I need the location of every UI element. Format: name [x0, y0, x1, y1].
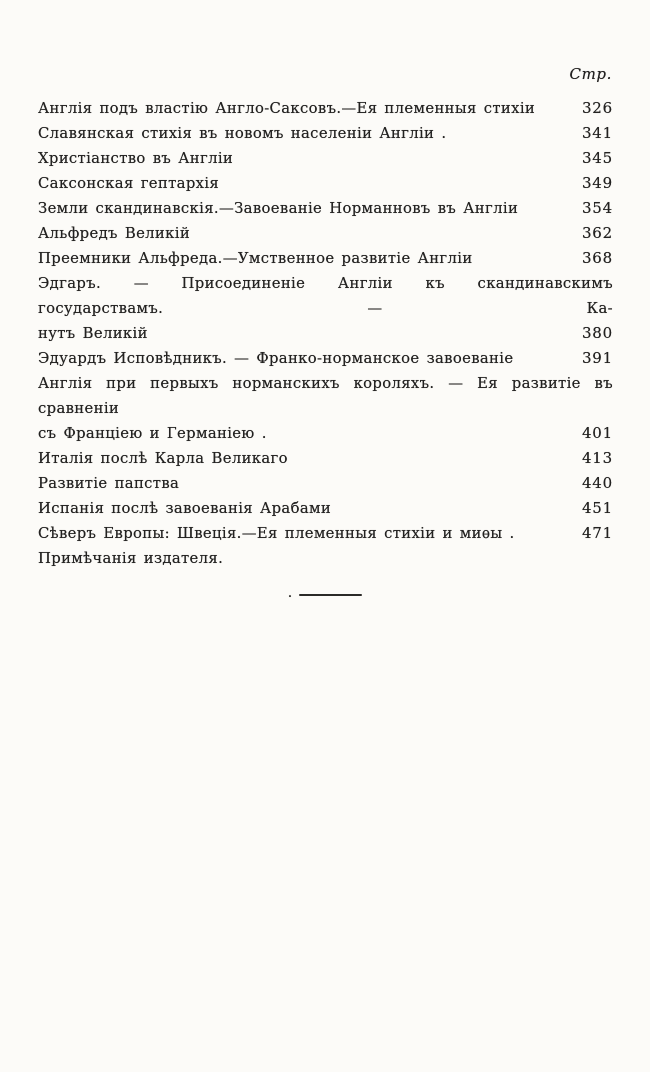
- toc-entry-title: Развитіе папства: [38, 475, 180, 492]
- toc-entry: [38, 471, 613, 496]
- toc-page-number: 413: [581, 449, 613, 467]
- toc-page-number: 368: [581, 249, 613, 267]
- toc-entry-lastline: [38, 221, 613, 246]
- toc-entry-title: Преемники Альфреда.—Умственное развитіе Англіи: [38, 250, 473, 267]
- toc-entry-title: Эдуардъ Исповѣдникъ. — Франко-норманское завоеваніе: [38, 350, 514, 367]
- toc-entry: [38, 246, 613, 271]
- toc-entry-title: Славянская стихія въ новомъ населеніи Англіи .: [38, 125, 447, 142]
- toc-entry: [38, 196, 613, 221]
- toc-page-number: 345: [581, 149, 613, 167]
- toc-content: [38, 62, 613, 571]
- toc-entry-lastline: [38, 121, 613, 146]
- toc-entry: [38, 521, 613, 546]
- toc-entry: [38, 546, 613, 571]
- toc-entry-title: Испанія послѣ завоеванія Арабами: [38, 500, 332, 517]
- toc-entry: [38, 96, 613, 121]
- toc-entry-line: Эдгаръ. — Присоединеніе Англіи къ скандинавскимъ государствамъ. — Ка-: [38, 275, 613, 317]
- toc-page-number: 362: [581, 224, 613, 242]
- page-column-header: Стр.: [569, 65, 612, 83]
- toc-entry-lastline: [38, 521, 613, 546]
- toc-entry: [38, 221, 613, 246]
- toc-entry-lastline: [38, 321, 613, 346]
- toc-entry-lastline: [38, 246, 613, 271]
- toc-page-number: 341: [581, 124, 613, 142]
- toc-entry-lastline: [38, 346, 613, 371]
- toc-entry-title: Примѣчанія издателя.: [38, 550, 224, 567]
- toc-entry-lastline: [38, 196, 613, 221]
- toc-page-number: 326: [581, 99, 613, 117]
- toc-entry: [38, 346, 613, 371]
- toc-entry-title: Саксонская гептархія: [38, 175, 220, 192]
- toc-page-number: 451: [581, 499, 613, 517]
- toc-page-number: 349: [581, 174, 613, 192]
- toc-entry-title: Христіанство въ Англіи: [38, 150, 234, 167]
- toc-entry-lastline: [38, 96, 613, 121]
- toc-entry: [38, 121, 613, 146]
- toc-entry: [38, 171, 613, 196]
- toc-entry-title: Италія послѣ Карла Великаго: [38, 450, 288, 467]
- toc-entry-lastline: [38, 496, 613, 521]
- toc-page-number: 380: [581, 324, 613, 342]
- toc-page-number: 440: [581, 474, 613, 492]
- toc-entry: [38, 496, 613, 521]
- toc-entry-title: Англія подъ властію Англо-Саксовъ.—Ея племенныя стихіи: [38, 100, 536, 117]
- toc-entry-lastline: [38, 446, 613, 471]
- toc-page-number: 471: [581, 524, 613, 542]
- toc-entry-title: Альфредъ Великій: [38, 225, 191, 242]
- toc-entry-lastline: [38, 171, 613, 196]
- toc-list: [38, 96, 613, 571]
- toc-entry-title: съ Франціею и Германіею .: [38, 425, 267, 442]
- toc-entry: [38, 146, 613, 171]
- toc-entry: [38, 446, 613, 471]
- toc-page-number: 391: [581, 349, 613, 367]
- toc-entry-lastline: [38, 146, 613, 171]
- divider-rule-line: [299, 594, 362, 596]
- toc-entry-lastline: [38, 471, 613, 496]
- toc-entry-lastline: [38, 421, 613, 446]
- toc-entry-lastline: [38, 546, 613, 571]
- toc-entry-title: Земли скандинавскія.—Завоеваніе Норманновъ въ Англіи: [38, 200, 519, 217]
- toc-entry-title: нутъ Великій: [38, 325, 148, 342]
- toc-entry-line: Англія при первыхъ норманскихъ короляхъ. — Ея развитіе въ сравненіи: [38, 375, 613, 417]
- toc-entry-title: Сѣверъ Европы: Швеція.—Ея племенныя стихіи и миѳы .: [38, 525, 515, 542]
- toc-page-number: 401: [581, 424, 613, 442]
- divider-dot: .: [287, 585, 293, 601]
- toc-page-number: 354: [581, 199, 613, 217]
- toc-entry: [38, 371, 613, 446]
- section-divider: [0, 585, 650, 602]
- toc-entry: [38, 271, 613, 346]
